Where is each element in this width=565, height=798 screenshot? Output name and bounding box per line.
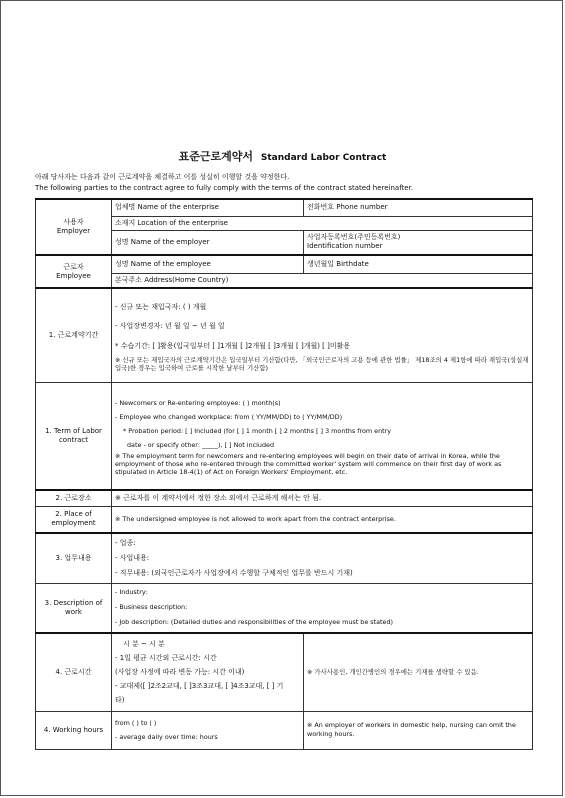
title-korean: 표준근로계약서: [178, 150, 254, 163]
section2-en-content: ※ The undersigned employee is not allowed to work apart from the contract enterprise.: [112, 506, 533, 533]
intro-english: The following parties to the contract agree to fully comply with the terms of the contract stated hereinafter.: [35, 184, 414, 192]
section2-en-label: 2. Place of employment: [36, 506, 112, 533]
section4-ko-content: 시 분 ~ 시 분 - 1일 평균 시간외 근로시간: 시간 (사업장 사정에 따라 변동 가능: 시간 이내) - 교대제([ ]2조2교대, [ ]3조3교대, [ ]4조3교대, [ ] 기 타): [112, 633, 304, 711]
title-english: Standard Labor Contract: [260, 153, 387, 163]
employer-phone-field[interactable]: 전화번호 Phone number: [304, 199, 533, 216]
contract-table: [35, 198, 533, 750]
section1-ko-label: 1. 근로계약기간: [36, 288, 112, 382]
intro-korean: 아래 당사자는 다음과 같이 근로계약을 체결하고 이를 성실히 이행할 것을 약정한다.: [35, 173, 290, 181]
section1-en-content: - Newcomers or Re-entering employee: ( ) month(s) - Employee who changed workplace: from ( YY/MM/DD) to ( YY/MM/DD) * Probation period: [ ] Included (for [ ] 1 month [ ] 2 months [ ] 3 months from entry date - or specify other: _____), [ ] Not included ※ The employment term for newcomers and re-entering employees will begin on their date of arrival in Korea, while the employment of those who re-entered through the committed worker' system will commence on their first day of work as stipulated in Article 18-4(1) of Act on Foreign Workers' Employment, etc.: [112, 382, 533, 490]
section4-en-label: 4. Working hours: [36, 711, 112, 749]
section1-en-label: 1. Term of Labor contract: [36, 382, 112, 490]
employer-name-field[interactable]: 성명 Name of the employer: [112, 230, 304, 255]
section2-ko-label: 2. 근로장소: [36, 490, 112, 506]
employer-label: 사용자 Employer: [36, 199, 112, 255]
document-title: [1, 148, 564, 164]
section3-en-label: 3. Description of work: [36, 583, 112, 633]
section4-ko-label: 4. 근로시간: [36, 633, 112, 711]
section4-en-content: from ( ) to ( ) - average daily over time: hours: [112, 711, 304, 749]
employee-name-field[interactable]: 성명 Name of the employee: [112, 255, 304, 273]
employer-id-field[interactable]: 사업자등록번호(주민등록번호) Identification number: [304, 230, 533, 255]
section3-ko-label: 3. 업무내용: [36, 533, 112, 583]
employee-birthdate-field[interactable]: 생년월일 Birthdate: [304, 255, 533, 273]
employee-address-field[interactable]: 본국주소 Address(Home Country): [112, 273, 533, 288]
section1-ko-content: - 신규 또는 재입국자: ( ) 개월 - 사업장변경자: 년 월 일 ~ 년 월 일 * 수습기간: [ ]활용(입국일부터 [ ]1개월 [ ]2개월 [ ]3개월 [ ]개월) [ ]미활용 ※ 신규 또는 재입국자의 근로계약기간은 입국일부터 기산함(다만, 「외국인근로자의 고용 등에 관한 법률」 제18조의 4 제1항에 따라 재입국(성실재입국)한 경우는 입국하여 근로를 시작한 날부터 기산함): [112, 288, 533, 382]
section3-en-content: - Industry: - Business description: - Job description: (Detailed duties and responsibilities of the employee must be stated): [112, 583, 533, 633]
section4-en-note: ※ An employer of workers in domestic help, nursing can omit the working hours.: [304, 711, 533, 749]
employer-enterprise-name-field[interactable]: 업체명 Name of the enterprise: [112, 199, 304, 216]
section3-ko-content: - 업종: - 사업내용: - 직무내용: (외국인근로자가 사업장에서 수행할 구체적인 업무를 반드시 기재): [112, 533, 533, 583]
employee-label: 근로자 Employee: [36, 255, 112, 288]
section2-ko-content: ※ 근로자를 이 계약서에서 정한 장소 외에서 근로하게 해서는 안 됨.: [112, 490, 533, 506]
section4-ko-note: ※ 가사사용인, 개인간병인의 경우에는 기재를 생략할 수 있음.: [304, 633, 533, 711]
employer-location-field[interactable]: 소재지 Location of the enterprise: [112, 216, 533, 230]
